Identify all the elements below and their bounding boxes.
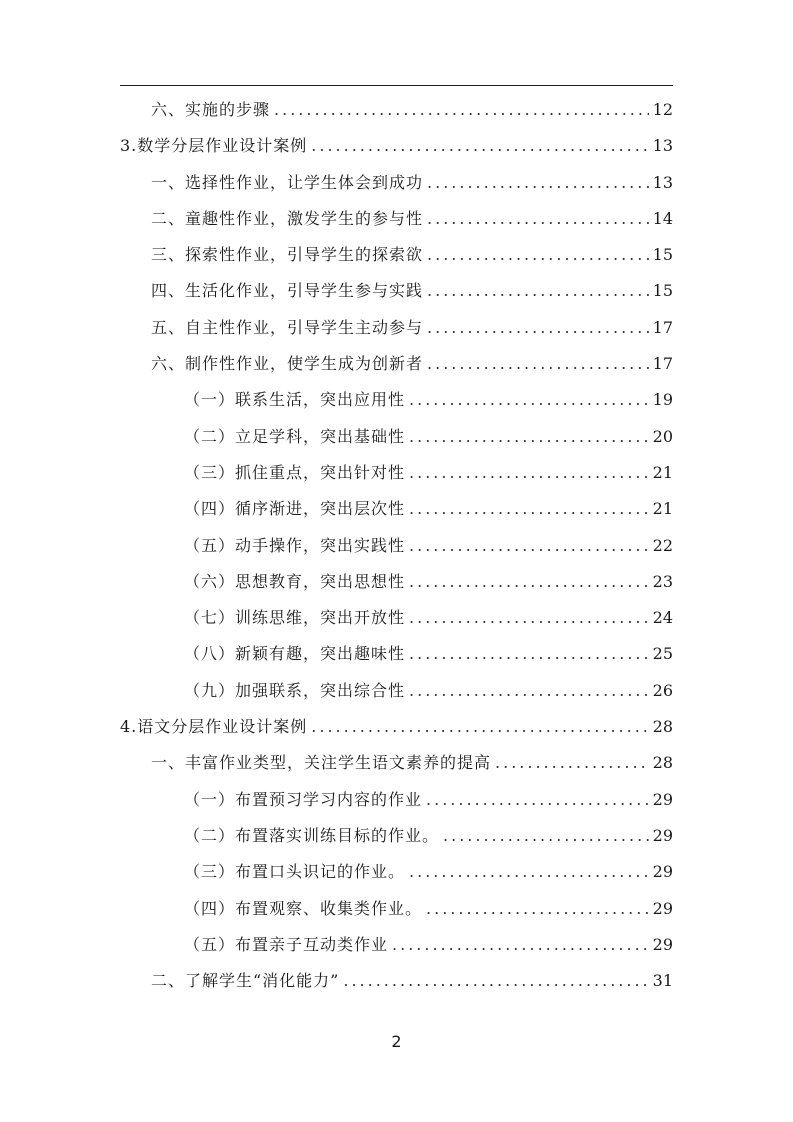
toc-entry-title: （四）布置观察、收集类作业。 bbox=[184, 898, 423, 918]
dot-leader bbox=[427, 237, 649, 273]
toc-entry-title: （四）循序渐进，突出层次性 bbox=[184, 499, 406, 519]
toc-entry[interactable] bbox=[120, 382, 673, 418]
toc-entry-page: 29 bbox=[652, 825, 673, 845]
toc-entry[interactable] bbox=[120, 854, 673, 890]
toc-entry[interactable] bbox=[120, 564, 673, 600]
toc-entry-page: 22 bbox=[652, 535, 673, 555]
toc-entry-title: （九）加强联系，突出综合性 bbox=[184, 680, 406, 700]
dot-leader bbox=[409, 491, 649, 527]
page-number: 2 bbox=[391, 1032, 402, 1051]
toc-entry-title: （五）动手操作，突出实践性 bbox=[184, 535, 406, 555]
toc-entry-title: 4.语文分层作业设计案例 bbox=[120, 717, 308, 737]
toc-entry-page: 15 bbox=[652, 281, 673, 301]
toc-entry-page: 28 bbox=[652, 717, 673, 737]
toc-entry-title: （一）联系生活，突出应用性 bbox=[184, 390, 406, 410]
toc-entry-title: 3.数学分层作业设计案例 bbox=[120, 136, 308, 156]
toc-entry[interactable] bbox=[120, 818, 673, 854]
toc-entry-page: 24 bbox=[652, 608, 673, 628]
toc-entry-page: 15 bbox=[652, 245, 673, 265]
dot-leader bbox=[427, 201, 649, 237]
toc-entry[interactable] bbox=[120, 273, 673, 309]
toc-entry-page: 17 bbox=[652, 317, 673, 337]
dot-leader bbox=[409, 419, 649, 455]
toc-entry-title: 一、丰富作业类型，关注学生语文素养的提高 bbox=[151, 753, 492, 773]
toc-entry-title: 五、自主性作业，引导学生主动参与 bbox=[151, 317, 424, 337]
header-divider bbox=[120, 85, 673, 86]
toc-entry-title: 二、了解学生“消化能力” bbox=[151, 971, 340, 991]
toc-entry-page: 21 bbox=[652, 499, 673, 519]
dot-leader bbox=[274, 92, 649, 128]
dot-leader bbox=[427, 346, 649, 382]
toc-entry-title: 二、童趣性作业，激发学生的参与性 bbox=[151, 208, 424, 228]
toc-entry-page: 12 bbox=[652, 100, 673, 119]
toc-entry-page: 13 bbox=[652, 172, 673, 192]
dot-leader bbox=[427, 310, 649, 346]
toc-entry[interactable] bbox=[120, 491, 673, 527]
toc-entry-page: 14 bbox=[652, 208, 673, 228]
table-of-contents bbox=[120, 92, 673, 999]
dot-leader bbox=[311, 709, 648, 745]
toc-entry-title: （二）布置落实训练目标的作业。 bbox=[184, 825, 440, 845]
toc-entry[interactable] bbox=[120, 963, 673, 999]
toc-entry-page: 26 bbox=[652, 680, 673, 700]
dot-leader bbox=[495, 745, 649, 781]
toc-entry[interactable] bbox=[120, 419, 673, 455]
toc-entry-page: 23 bbox=[652, 571, 673, 591]
dot-leader bbox=[443, 818, 649, 854]
toc-entry-title: 三、探索性作业，引导学生的探索欲 bbox=[151, 245, 424, 265]
toc-entry-title: 四、生活化作业，引导学生参与实践 bbox=[151, 281, 424, 301]
dot-leader bbox=[427, 273, 649, 309]
toc-entry[interactable] bbox=[120, 600, 673, 636]
toc-entry[interactable] bbox=[120, 128, 673, 164]
toc-entry-title: 六、实施的步骤 bbox=[151, 100, 271, 119]
toc-entry-title: （七）训练思维，突出开放性 bbox=[184, 608, 406, 628]
toc-entry[interactable] bbox=[120, 237, 673, 273]
toc-entry-page: 25 bbox=[652, 644, 673, 664]
toc-entry-page: 20 bbox=[652, 426, 673, 446]
toc-entry-title: （二）立足学科，突出基础性 bbox=[184, 426, 406, 446]
toc-entry-page: 17 bbox=[652, 354, 673, 374]
toc-entry-page: 29 bbox=[652, 862, 673, 882]
toc-entry[interactable] bbox=[120, 891, 673, 927]
dot-leader bbox=[409, 382, 649, 418]
dot-leader bbox=[409, 673, 649, 709]
toc-entry-page: 21 bbox=[652, 462, 673, 482]
toc-entry-title: （五）布置亲子互动类作业 bbox=[184, 934, 389, 954]
toc-entry-title: （一）布置预习学习内容的作业 bbox=[184, 789, 423, 809]
dot-leader bbox=[427, 165, 649, 201]
dot-leader bbox=[409, 600, 649, 636]
toc-entry[interactable] bbox=[120, 927, 673, 963]
toc-entry-page: 29 bbox=[652, 898, 673, 918]
dot-leader bbox=[409, 636, 649, 672]
dot-leader bbox=[343, 963, 648, 999]
toc-entry-page: 29 bbox=[652, 789, 673, 809]
toc-entry[interactable] bbox=[120, 673, 673, 709]
dot-leader bbox=[426, 782, 649, 818]
dot-leader bbox=[409, 854, 649, 890]
toc-entry-page: 29 bbox=[652, 934, 673, 954]
toc-entry-title: （六）思想教育，突出思想性 bbox=[184, 571, 406, 591]
toc-entry-title: （三）抓住重点，突出针对性 bbox=[184, 462, 406, 482]
toc-entry[interactable] bbox=[120, 201, 673, 237]
toc-entry[interactable] bbox=[120, 782, 673, 818]
toc-entry-page: 13 bbox=[652, 136, 673, 156]
toc-entry[interactable] bbox=[120, 165, 673, 201]
toc-entry[interactable] bbox=[120, 636, 673, 672]
toc-entry[interactable] bbox=[120, 455, 673, 491]
dot-leader bbox=[409, 455, 649, 491]
toc-entry[interactable] bbox=[120, 745, 673, 781]
toc-entry-title: 一、选择性作业，让学生体会到成功 bbox=[151, 172, 424, 192]
toc-entry-title: 六、制作性作业，使学生成为创新者 bbox=[151, 354, 424, 374]
toc-entry[interactable] bbox=[120, 346, 673, 382]
toc-entry-page: 31 bbox=[652, 971, 673, 991]
toc-entry[interactable] bbox=[120, 528, 673, 564]
toc-entry-page: 19 bbox=[652, 390, 673, 410]
toc-entry[interactable] bbox=[120, 310, 673, 346]
toc-entry-title: （三）布置口头识记的作业。 bbox=[184, 862, 406, 882]
toc-entry[interactable] bbox=[120, 92, 673, 128]
toc-entry[interactable] bbox=[120, 709, 673, 745]
dot-leader bbox=[392, 927, 649, 963]
dot-leader bbox=[409, 564, 649, 600]
dot-leader bbox=[426, 891, 649, 927]
toc-entry-page: 28 bbox=[652, 753, 673, 773]
dot-leader bbox=[409, 528, 649, 564]
toc-entry-title: （八）新颖有趣，突出趣味性 bbox=[184, 644, 406, 664]
dot-leader bbox=[311, 128, 648, 164]
